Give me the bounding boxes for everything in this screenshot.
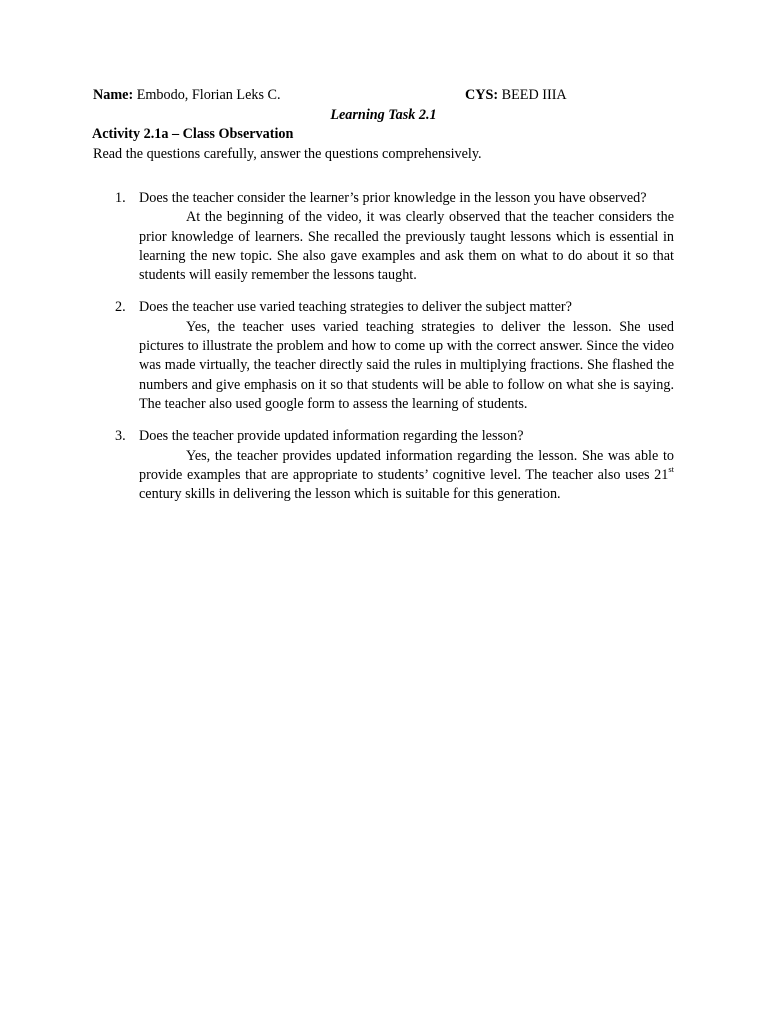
ordinal-superscript: st: [668, 464, 674, 475]
task-title: Learning Task 2.1: [330, 107, 437, 123]
question-number: 3.: [115, 428, 126, 445]
question-text: Does the teacher consider the learner’s prior knowledge in the lesson you have observed?: [139, 190, 647, 206]
question-text: Does the teacher provide updated information regarding the lesson?: [139, 428, 524, 445]
answer-text: At the beginning of the video, it was clearly observed that the teacher considers the prior knowledge of learners. She recalled the previously taught lessons which is essential in learning the new topic. She also gave examples and ask them on what to do about it so that students will easily remember the lessons taught.: [139, 209, 674, 284]
question-list: [93, 189, 674, 504]
answer-text-part1: Yes, the teacher provides updated information regarding the lesson. She was able to provide examples that are appropriate to students’ cognitive level. The teacher also uses 21: [139, 447, 674, 483]
question-number: 2.: [115, 299, 126, 316]
cys-value: BEED IIIA: [501, 87, 567, 103]
question-number: 1.: [115, 190, 126, 206]
cys-field: [465, 86, 567, 105]
name-field: [93, 86, 281, 105]
document-page: [93, 86, 674, 517]
instructions: Read the questions carefully, answer the questions comprehensively.: [93, 146, 482, 162]
list-item-question-1: [93, 189, 674, 285]
list-item-question-2: [93, 298, 674, 414]
answer-text: [139, 447, 674, 505]
answer-text-part2: century skills in delivering the lesson which is suitable for this generation.: [139, 486, 561, 503]
cys-label: CYS:: [465, 87, 499, 103]
answer-text: Yes, the teacher uses varied teaching strategies to deliver the lesson. She used pictures to illustrate the problem and how to come up with the correct answer. Since the video was made virtually, the teacher directly said the rules in multiplying fractions. She flashed the numbers and give emphasis on it so that students will be able to follow on what she is saying. The teacher also used google form to assess the learning of students.: [139, 318, 674, 412]
question-text: Does the teacher use varied teaching strategies to deliver the subject matter?: [139, 299, 572, 316]
activity-title: Activity 2.1a – Class Observation: [92, 126, 294, 142]
name-value: Embodo, Florian Leks C.: [136, 87, 281, 103]
header-line: [93, 86, 674, 106]
name-label: Name:: [93, 87, 134, 103]
list-item-question-3: [93, 427, 674, 504]
